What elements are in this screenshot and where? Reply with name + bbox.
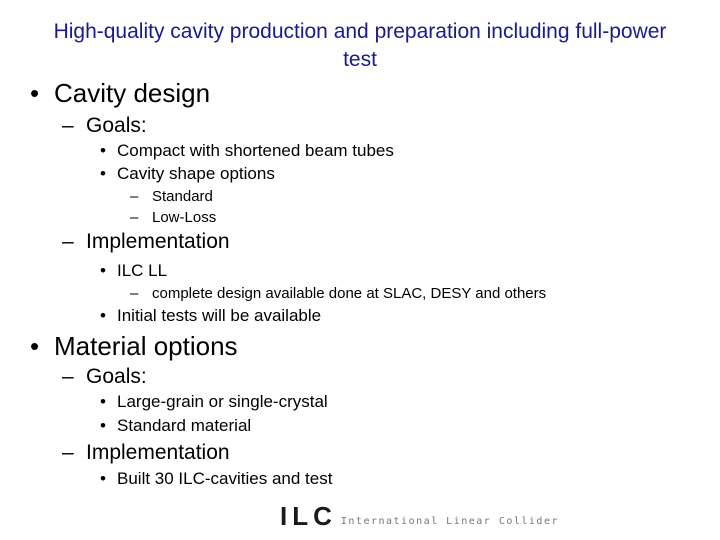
- goal-text: Standard material: [117, 416, 252, 435]
- shape-option-text: Standard: [152, 188, 213, 205]
- subbullet-implementation: [62, 441, 230, 465]
- implementation-text: ILC LL: [117, 261, 168, 280]
- bullet-dash: –: [130, 188, 139, 205]
- bullet-dash: –: [62, 365, 74, 388]
- logo-subtitle: International Linear Collider: [340, 516, 559, 527]
- bullet-dash: –: [62, 230, 74, 253]
- bullet-dot: •: [100, 141, 106, 160]
- heading-material-options: Material options: [54, 331, 238, 361]
- ilc-ll-detail: complete design available done at SLAC, DESY and others: [152, 285, 547, 302]
- heading-cavity-design: Cavity design: [54, 78, 211, 108]
- logo-mark: ILC: [280, 501, 337, 531]
- implementation-label: Implementation: [86, 230, 230, 253]
- subbullet-implementation: [62, 230, 230, 254]
- bullet-dash: –: [130, 209, 139, 226]
- implementation-text: Initial tests will be available: [117, 306, 322, 325]
- list-item: [100, 306, 321, 326]
- list-item: [130, 188, 213, 205]
- bullet-dot: •: [30, 78, 40, 108]
- list-item: [100, 469, 332, 489]
- ilc-logo: [280, 503, 559, 529]
- bullet-cavity-design: [30, 78, 210, 109]
- bullet-dash: –: [62, 114, 74, 137]
- bullet-dot: •: [100, 261, 106, 280]
- goal-text: Large-grain or single-crystal: [117, 392, 328, 411]
- implementation-text: Built 30 ILC-cavities and test: [117, 469, 333, 488]
- list-item: [100, 164, 275, 184]
- list-item: [100, 416, 251, 436]
- subbullet-goals: [62, 114, 147, 138]
- bullet-material-options: [30, 331, 238, 362]
- list-item: [100, 261, 167, 281]
- list-item: [100, 141, 394, 161]
- bullet-dot: •: [100, 416, 106, 435]
- implementation-label: Implementation: [86, 441, 230, 464]
- bullet-dot: •: [100, 469, 106, 488]
- shape-option-text: Low-Loss: [152, 209, 217, 226]
- list-item: [130, 285, 546, 302]
- bullet-dot: •: [30, 331, 40, 361]
- list-item: [100, 392, 328, 412]
- goals-label: Goals:: [86, 365, 147, 388]
- goal-text: Cavity shape options: [117, 164, 275, 183]
- subbullet-goals: [62, 365, 147, 389]
- bullet-dash: –: [62, 441, 74, 464]
- bullet-dash: –: [130, 285, 139, 302]
- goal-text: Compact with shortened beam tubes: [117, 141, 394, 160]
- bullet-dot: •: [100, 306, 106, 325]
- bullet-dot: •: [100, 164, 106, 183]
- list-item: [130, 209, 216, 226]
- goals-label: Goals:: [86, 114, 147, 137]
- slide-title: High-quality cavity production and preparation including full-power test: [53, 20, 667, 71]
- bullet-dot: •: [100, 392, 106, 411]
